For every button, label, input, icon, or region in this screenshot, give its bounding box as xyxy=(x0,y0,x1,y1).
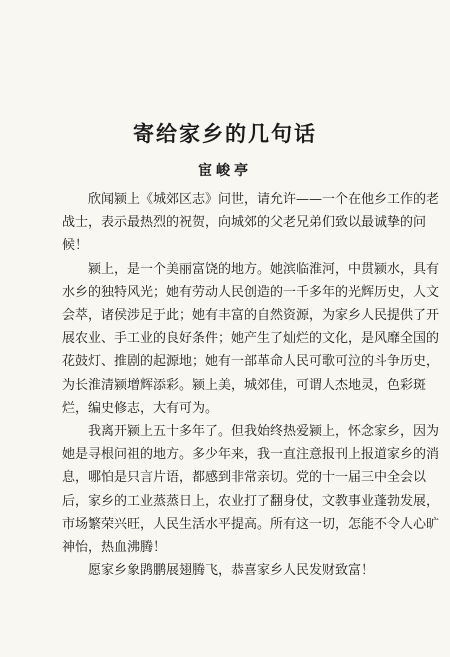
paragraph-line: 战士，表示最热烈的祝贺，向城郊的父老兄弟们致以最诚挚的问 xyxy=(62,215,427,231)
paragraph-line: 为长淮清颍增辉添彩。颍上美，城郊佳，可谓人杰地灵，色彩斑 xyxy=(62,377,427,393)
paragraph-line: 她是寻根问祖的地方。多少年来，我一直注意报刊上报道家乡的消 xyxy=(62,447,440,463)
paragraph-line: 神怡，热血沸腾！ xyxy=(62,540,167,556)
paragraph-line: 欣闻颍上《城郊区志》问世，请允许——一个在他乡工作的老 xyxy=(88,192,440,207)
paragraph-line: 展农业、手工业的良好条件；她产生了灿烂的文化，是风靡全国的 xyxy=(62,331,440,347)
paragraph-4 xyxy=(62,559,418,582)
paragraph-line: 后，家乡的工业蒸蒸日上，农业打了翻身仗，文教事业蓬勃发展， xyxy=(62,493,440,509)
paragraph-2 xyxy=(62,258,440,420)
paragraph-line: 水乡的独特风光；她有劳动人民创造的一千多年的光辉历史，人文 xyxy=(62,284,440,300)
paragraph-3 xyxy=(62,420,440,559)
paragraph-line: 烂，编史修志，大有可为。 xyxy=(62,400,219,416)
paragraph-line: 息，哪怕是只言片语，都感到非常亲切。党的十一届三中全会以 xyxy=(62,470,427,486)
paragraph-line: 愿家乡象鹍鹏展翅腾飞，恭喜家乡人民发财致富！ xyxy=(88,563,375,579)
paragraph-line: 我离开颍上五十多年了。但我始终热爱颍上，怀念家乡，因为 xyxy=(88,424,440,440)
article-body xyxy=(62,188,440,582)
article-title: 寄给家乡的几句话 xyxy=(133,121,317,146)
paragraph-line: 市场繁荣兴旺，人民生活水平提高。所有这一切，怎能不令人心旷 xyxy=(62,516,440,532)
paragraph-line: 会萃，诸侯涉足于此；她有丰富的自然资源，为家乡人民提供了开 xyxy=(62,308,440,324)
paragraph-1 xyxy=(62,188,440,258)
paragraph-line: 花鼓灯、推剧的起源地；她有一部革命人民可歌可泣的斗争历史， xyxy=(62,354,440,370)
paragraph-line: 候！ xyxy=(62,238,89,254)
paragraph-line: 颍上，是一个美丽富饶的地方。她滨临淮河，中贯颍水，具有 xyxy=(88,261,440,277)
article-author: 宦峻亭 xyxy=(198,163,252,179)
